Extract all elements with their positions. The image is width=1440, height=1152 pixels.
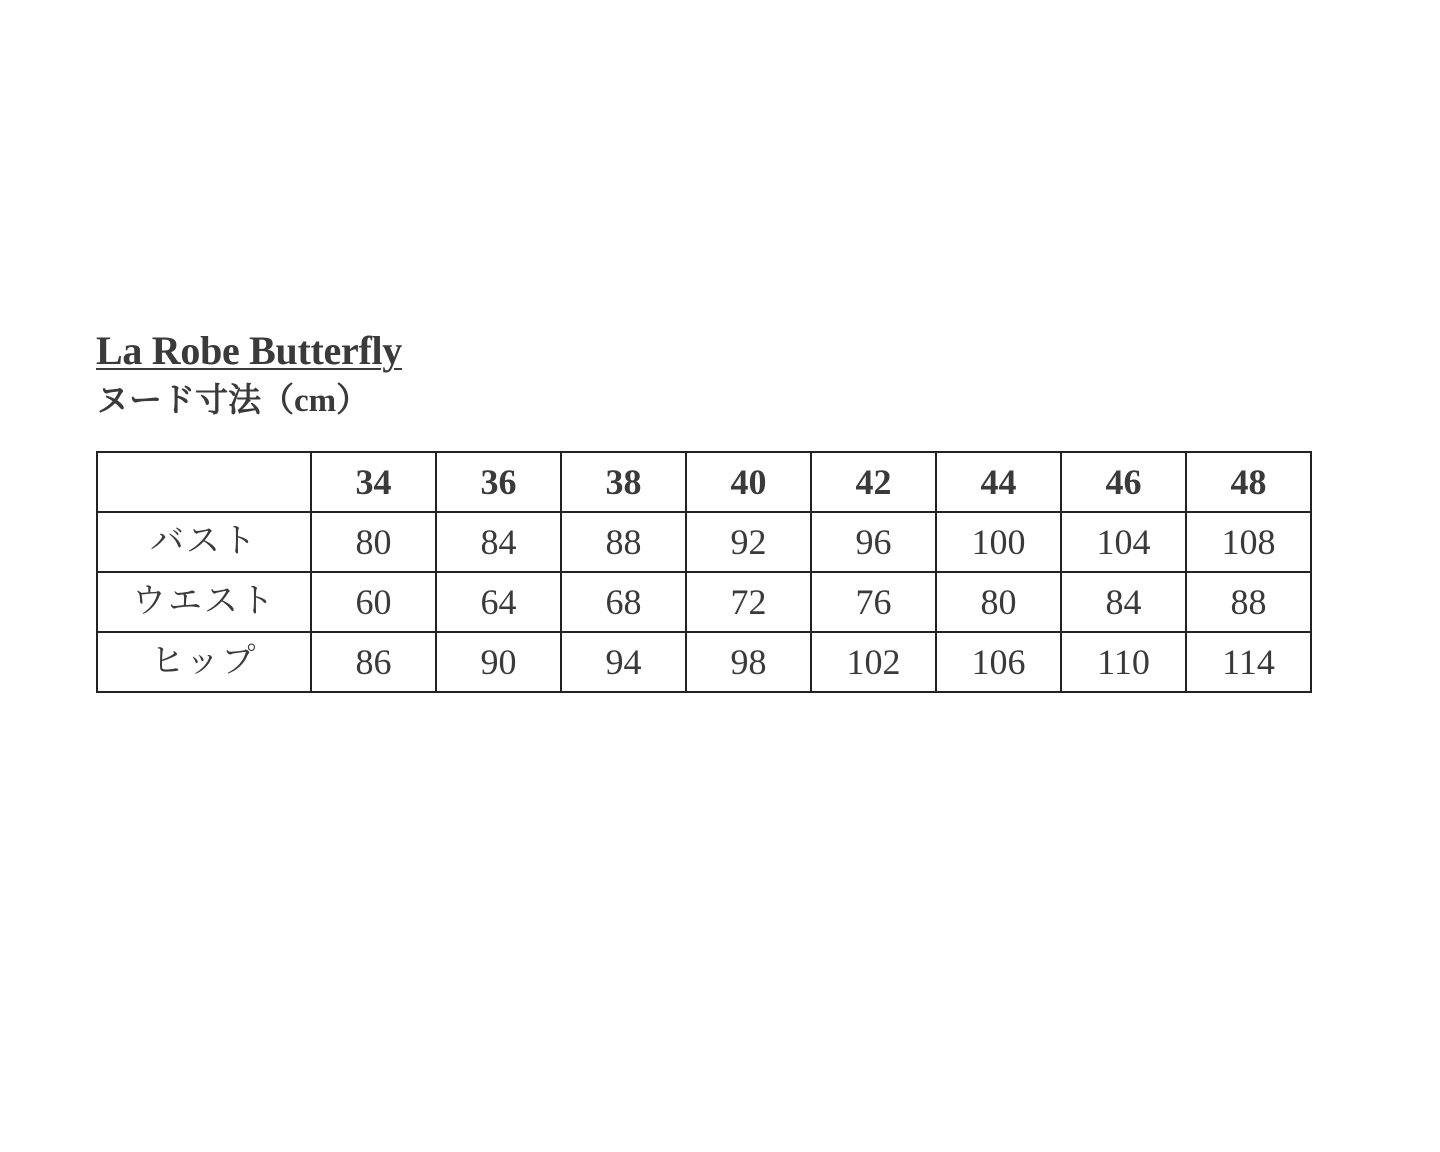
corner-cell (97, 452, 311, 512)
table-cell: 76 (811, 572, 936, 632)
size-header-cell: 46 (1061, 452, 1186, 512)
size-header-cell: 38 (561, 452, 686, 512)
row-label-waist: ウエスト (97, 572, 311, 632)
size-header-cell: 40 (686, 452, 811, 512)
size-header-cell: 36 (436, 452, 561, 512)
table-row-waist (97, 572, 1311, 632)
document-title: La Robe Butterfly (96, 328, 402, 373)
table-cell: 114 (1186, 632, 1311, 692)
table-cell: 88 (1186, 572, 1311, 632)
size-header-cell: 42 (811, 452, 936, 512)
table-cell: 110 (1061, 632, 1186, 692)
table-cell: 108 (1186, 512, 1311, 572)
table-cell: 84 (1061, 572, 1186, 632)
table-cell: 98 (686, 632, 811, 692)
row-label-hip: ヒップ (97, 632, 311, 692)
table-row-hip (97, 632, 1311, 692)
table-cell: 64 (436, 572, 561, 632)
measurement-subtitle: ヌード寸法（cm） (96, 383, 370, 419)
table-cell: 86 (311, 632, 436, 692)
table-cell: 88 (561, 512, 686, 572)
table-cell: 90 (436, 632, 561, 692)
table-cell: 102 (811, 632, 936, 692)
table-cell: 80 (936, 572, 1061, 632)
size-header-cell: 34 (311, 452, 436, 512)
table-cell: 68 (561, 572, 686, 632)
table-cell: 96 (811, 512, 936, 572)
table-row-bust (97, 512, 1311, 572)
table-cell: 104 (1061, 512, 1186, 572)
size-header-cell: 44 (936, 452, 1061, 512)
table-cell: 72 (686, 572, 811, 632)
row-label-bust: バスト (97, 512, 311, 572)
table-cell: 100 (936, 512, 1061, 572)
size-chart-table (96, 451, 1312, 693)
table-cell: 84 (436, 512, 561, 572)
table-cell: 106 (936, 632, 1061, 692)
size-header-cell: 48 (1186, 452, 1311, 512)
table-cell: 80 (311, 512, 436, 572)
table-cell: 94 (561, 632, 686, 692)
table-header-row (97, 452, 1311, 512)
table-cell: 60 (311, 572, 436, 632)
table-cell: 92 (686, 512, 811, 572)
